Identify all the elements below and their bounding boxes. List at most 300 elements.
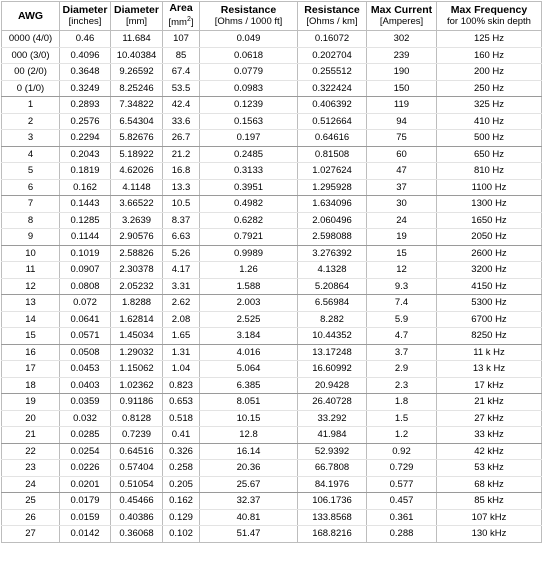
header-awg: [2, 2, 60, 31]
cell-diameter-inches: 0.2043: [60, 146, 111, 163]
cell-diameter-inches: 0.4096: [60, 47, 111, 64]
cell-max-frequency: 27 kHz: [437, 410, 542, 427]
cell-resistance-km: 0.255512: [298, 64, 367, 81]
cell-area: 0.653: [163, 394, 200, 411]
cell-resistance-ft: 32.37: [200, 493, 298, 510]
cell-area: 2.62: [163, 295, 200, 312]
cell-max-current: 37: [367, 179, 437, 196]
cell-max-current: 94: [367, 113, 437, 130]
header-max-current: [367, 2, 437, 31]
cell-max-current: 2.3: [367, 377, 437, 394]
header-resistance-km: [298, 2, 367, 31]
cell-diameter-mm: 6.54304: [111, 113, 163, 130]
table-row: [2, 97, 542, 114]
cell-diameter-mm: 1.29032: [111, 344, 163, 361]
cell-area: 0.326: [163, 443, 200, 460]
cell-area: 13.3: [163, 179, 200, 196]
cell-resistance-ft: 0.7921: [200, 229, 298, 246]
cell-max-frequency: 21 kHz: [437, 394, 542, 411]
cell-diameter-mm: 3.2639: [111, 212, 163, 229]
cell-max-current: 24: [367, 212, 437, 229]
cell-max-current: 0.729: [367, 460, 437, 477]
awg-wire-table: [1, 1, 542, 543]
cell-max-frequency: 3200 Hz: [437, 262, 542, 279]
cell-resistance-ft: 0.3133: [200, 163, 298, 180]
cell-diameter-mm: 11.684: [111, 31, 163, 48]
cell-max-current: 3.7: [367, 344, 437, 361]
cell-resistance-ft: 0.4982: [200, 196, 298, 213]
cell-diameter-mm: 7.34822: [111, 97, 163, 114]
table-row: [2, 328, 542, 345]
table-row: [2, 113, 542, 130]
cell-awg: 8: [2, 212, 60, 229]
cell-max-frequency: 200 Hz: [437, 64, 542, 81]
cell-max-frequency: 810 Hz: [437, 163, 542, 180]
header-area-unit-sup: 2: [186, 16, 191, 24]
cell-max-current: 239: [367, 47, 437, 64]
cell-awg: 000 (3/0): [2, 47, 60, 64]
cell-max-current: 1.8: [367, 394, 437, 411]
cell-diameter-inches: 0.0226: [60, 460, 111, 477]
cell-awg: 9: [2, 229, 60, 246]
cell-awg: 5: [2, 163, 60, 180]
cell-diameter-inches: 0.0641: [60, 311, 111, 328]
cell-max-current: 30: [367, 196, 437, 213]
cell-max-current: 0.92: [367, 443, 437, 460]
cell-resistance-km: 13.17248: [298, 344, 367, 361]
cell-max-current: 1.2: [367, 427, 437, 444]
cell-diameter-inches: 0.0571: [60, 328, 111, 345]
cell-resistance-ft: 25.67: [200, 476, 298, 493]
cell-diameter-mm: 0.91186: [111, 394, 163, 411]
cell-awg: 22: [2, 443, 60, 460]
cell-resistance-km: 6.56984: [298, 295, 367, 312]
table-row: [2, 295, 542, 312]
table-row: [2, 130, 542, 147]
cell-max-current: 2.9: [367, 361, 437, 378]
cell-diameter-inches: 0.0508: [60, 344, 111, 361]
cell-awg: 7: [2, 196, 60, 213]
cell-diameter-inches: 0.0285: [60, 427, 111, 444]
cell-diameter-inches: 0.0142: [60, 526, 111, 543]
cell-max-current: 19: [367, 229, 437, 246]
table-row: [2, 64, 542, 81]
header-diameter-inches-unit: [inches]: [68, 16, 102, 27]
table-row: [2, 443, 542, 460]
cell-resistance-km: 0.81508: [298, 146, 367, 163]
cell-awg: 17: [2, 361, 60, 378]
cell-awg: 2: [2, 113, 60, 130]
cell-resistance-km: 16.60992: [298, 361, 367, 378]
cell-diameter-mm: 1.45034: [111, 328, 163, 345]
cell-diameter-mm: 5.18922: [111, 146, 163, 163]
cell-max-current: 0.288: [367, 526, 437, 543]
cell-awg: 18: [2, 377, 60, 394]
cell-resistance-km: 84.1976: [298, 476, 367, 493]
cell-max-frequency: 13 k Hz: [437, 361, 542, 378]
cell-area: 53.5: [163, 80, 200, 97]
cell-resistance-km: 66.7808: [298, 460, 367, 477]
cell-resistance-ft: 10.15: [200, 410, 298, 427]
cell-diameter-mm: 8.25246: [111, 80, 163, 97]
table-row: [2, 163, 542, 180]
cell-awg: 23: [2, 460, 60, 477]
table-row: [2, 361, 542, 378]
cell-max-frequency: 325 Hz: [437, 97, 542, 114]
table-row: [2, 509, 542, 526]
cell-diameter-inches: 0.0201: [60, 476, 111, 493]
cell-resistance-ft: 5.064: [200, 361, 298, 378]
cell-awg: 24: [2, 476, 60, 493]
cell-diameter-inches: 0.1144: [60, 229, 111, 246]
cell-resistance-ft: 2.525: [200, 311, 298, 328]
cell-resistance-km: 0.322424: [298, 80, 367, 97]
header-area-unit: [164, 14, 198, 28]
cell-max-frequency: 1100 Hz: [437, 179, 542, 196]
cell-diameter-inches: 0.46: [60, 31, 111, 48]
cell-max-frequency: 33 kHz: [437, 427, 542, 444]
cell-max-frequency: 250 Hz: [437, 80, 542, 97]
header-resistance-km-unit: [Ohms / km]: [306, 16, 358, 27]
table-row: [2, 80, 542, 97]
header-max-frequency: [437, 2, 542, 31]
cell-resistance-km: 0.406392: [298, 97, 367, 114]
table-row: [2, 196, 542, 213]
cell-resistance-ft: 16.14: [200, 443, 298, 460]
cell-max-frequency: 2600 Hz: [437, 245, 542, 262]
header-max-frequency-title: Max Frequency: [450, 4, 528, 16]
cell-max-frequency: 1650 Hz: [437, 212, 542, 229]
cell-area: 33.6: [163, 113, 200, 130]
cell-resistance-km: 33.292: [298, 410, 367, 427]
cell-max-frequency: 410 Hz: [437, 113, 542, 130]
cell-max-frequency: 53 kHz: [437, 460, 542, 477]
header-diameter-mm-unit: [mm]: [125, 16, 148, 27]
cell-diameter-inches: 0.1819: [60, 163, 111, 180]
cell-max-frequency: 6700 Hz: [437, 311, 542, 328]
cell-awg: 19: [2, 394, 60, 411]
cell-resistance-km: 2.060496: [298, 212, 367, 229]
cell-max-frequency: 68 kHz: [437, 476, 542, 493]
cell-area: 1.04: [163, 361, 200, 378]
cell-diameter-mm: 0.45466: [111, 493, 163, 510]
cell-max-current: 150: [367, 80, 437, 97]
cell-area: 0.205: [163, 476, 200, 493]
header-diameter-inches-title: Diameter: [62, 4, 108, 16]
cell-resistance-km: 20.9428: [298, 377, 367, 394]
cell-max-frequency: 500 Hz: [437, 130, 542, 147]
header-area-title: Area: [169, 2, 193, 15]
cell-area: 0.41: [163, 427, 200, 444]
cell-awg: 6: [2, 179, 60, 196]
cell-diameter-inches: 0.072: [60, 295, 111, 312]
cell-resistance-ft: 51.47: [200, 526, 298, 543]
cell-resistance-km: 0.16072: [298, 31, 367, 48]
cell-max-current: 0.577: [367, 476, 437, 493]
cell-diameter-mm: 2.05232: [111, 278, 163, 295]
cell-diameter-mm: 0.57404: [111, 460, 163, 477]
cell-diameter-inches: 0.0359: [60, 394, 111, 411]
cell-diameter-mm: 2.90576: [111, 229, 163, 246]
cell-area: 5.26: [163, 245, 200, 262]
cell-resistance-ft: 0.2485: [200, 146, 298, 163]
header-diameter-mm: [111, 2, 163, 31]
cell-awg: 10: [2, 245, 60, 262]
cell-awg: 14: [2, 311, 60, 328]
cell-diameter-mm: 10.40384: [111, 47, 163, 64]
cell-diameter-mm: 1.15062: [111, 361, 163, 378]
cell-awg: 3: [2, 130, 60, 147]
cell-resistance-km: 1.295928: [298, 179, 367, 196]
cell-diameter-inches: 0.1285: [60, 212, 111, 229]
cell-max-frequency: 8250 Hz: [437, 328, 542, 345]
cell-max-current: 119: [367, 97, 437, 114]
cell-area: 0.258: [163, 460, 200, 477]
cell-max-current: 7.4: [367, 295, 437, 312]
cell-diameter-inches: 0.3648: [60, 64, 111, 81]
cell-diameter-mm: 4.62026: [111, 163, 163, 180]
cell-diameter-mm: 9.26592: [111, 64, 163, 81]
cell-max-frequency: 130 kHz: [437, 526, 542, 543]
cell-max-current: 47: [367, 163, 437, 180]
cell-resistance-ft: 20.36: [200, 460, 298, 477]
cell-max-frequency: 11 k Hz: [437, 344, 542, 361]
cell-diameter-inches: 0.2576: [60, 113, 111, 130]
cell-awg: 4: [2, 146, 60, 163]
header-diameter-mm-title: Diameter: [114, 4, 159, 16]
cell-resistance-km: 106.1736: [298, 493, 367, 510]
table-row: [2, 526, 542, 543]
cell-max-current: 0.457: [367, 493, 437, 510]
cell-diameter-mm: 0.7239: [111, 427, 163, 444]
cell-awg: 11: [2, 262, 60, 279]
cell-diameter-inches: 0.0907: [60, 262, 111, 279]
cell-awg: 13: [2, 295, 60, 312]
cell-resistance-km: 10.44352: [298, 328, 367, 345]
cell-max-current: 9.3: [367, 278, 437, 295]
table-row: [2, 427, 542, 444]
cell-max-frequency: 1300 Hz: [437, 196, 542, 213]
cell-resistance-km: 5.20864: [298, 278, 367, 295]
cell-diameter-mm: 4.1148: [111, 179, 163, 196]
header-resistance-ft-unit: [Ohms / 1000 ft]: [214, 16, 283, 27]
table-row: [2, 212, 542, 229]
cell-resistance-ft: 40.81: [200, 509, 298, 526]
cell-max-frequency: 4150 Hz: [437, 278, 542, 295]
cell-resistance-km: 2.598088: [298, 229, 367, 246]
table-row: [2, 245, 542, 262]
cell-resistance-km: 0.512664: [298, 113, 367, 130]
cell-area: 67.4: [163, 64, 200, 81]
cell-max-current: 75: [367, 130, 437, 147]
cell-max-frequency: 650 Hz: [437, 146, 542, 163]
cell-max-frequency: 85 kHz: [437, 493, 542, 510]
cell-diameter-inches: 0.162: [60, 179, 111, 196]
cell-max-frequency: 107 kHz: [437, 509, 542, 526]
cell-max-current: 15: [367, 245, 437, 262]
cell-awg: 27: [2, 526, 60, 543]
cell-resistance-km: 3.276392: [298, 245, 367, 262]
header-area-unit-prefix: [mm: [168, 17, 187, 29]
cell-resistance-ft: 0.1239: [200, 97, 298, 114]
cell-diameter-inches: 0.1443: [60, 196, 111, 213]
table-row: [2, 311, 542, 328]
cell-diameter-inches: 0.0159: [60, 509, 111, 526]
cell-max-current: 0.361: [367, 509, 437, 526]
cell-diameter-inches: 0.2893: [60, 97, 111, 114]
cell-awg: 0 (1/0): [2, 80, 60, 97]
cell-max-current: 190: [367, 64, 437, 81]
cell-diameter-mm: 5.82676: [111, 130, 163, 147]
cell-area: 4.17: [163, 262, 200, 279]
cell-max-current: 1.5: [367, 410, 437, 427]
header-resistance-ft-title: Resistance: [220, 4, 277, 16]
header-max-frequency-unit: for 100% skin depth: [447, 16, 531, 27]
header-diameter-inches: [60, 2, 111, 31]
cell-area: 0.102: [163, 526, 200, 543]
cell-resistance-ft: 4.016: [200, 344, 298, 361]
table-row: [2, 47, 542, 64]
cell-area: 42.4: [163, 97, 200, 114]
cell-max-current: 302: [367, 31, 437, 48]
cell-resistance-ft: 1.26: [200, 262, 298, 279]
cell-diameter-inches: 0.0254: [60, 443, 111, 460]
cell-max-frequency: 160 Hz: [437, 47, 542, 64]
cell-max-frequency: 17 kHz: [437, 377, 542, 394]
header-max-current-unit: [Amperes]: [379, 16, 424, 27]
cell-diameter-mm: 0.8128: [111, 410, 163, 427]
table-row: [2, 476, 542, 493]
cell-max-current: 5.9: [367, 311, 437, 328]
cell-resistance-ft: 0.1563: [200, 113, 298, 130]
cell-resistance-ft: 0.6282: [200, 212, 298, 229]
cell-diameter-inches: 0.0179: [60, 493, 111, 510]
table-row: [2, 460, 542, 477]
cell-area: 0.162: [163, 493, 200, 510]
cell-max-frequency: 2050 Hz: [437, 229, 542, 246]
cell-resistance-km: 168.8216: [298, 526, 367, 543]
cell-area: 0.823: [163, 377, 200, 394]
cell-resistance-ft: 2.003: [200, 295, 298, 312]
cell-max-current: 12: [367, 262, 437, 279]
cell-resistance-ft: 0.0618: [200, 47, 298, 64]
cell-awg: 26: [2, 509, 60, 526]
cell-resistance-km: 1.027624: [298, 163, 367, 180]
cell-diameter-inches: 0.2294: [60, 130, 111, 147]
cell-max-current: 60: [367, 146, 437, 163]
cell-diameter-mm: 0.64516: [111, 443, 163, 460]
cell-diameter-mm: 3.66522: [111, 196, 163, 213]
cell-resistance-km: 133.8568: [298, 509, 367, 526]
cell-diameter-inches: 0.0808: [60, 278, 111, 295]
cell-resistance-ft: 0.0983: [200, 80, 298, 97]
cell-max-frequency: 42 kHz: [437, 443, 542, 460]
cell-awg: 21: [2, 427, 60, 444]
header-row: [2, 2, 542, 31]
cell-resistance-ft: 0.0779: [200, 64, 298, 81]
cell-area: 1.65: [163, 328, 200, 345]
cell-resistance-ft: 0.9989: [200, 245, 298, 262]
table-row: [2, 278, 542, 295]
table-row: [2, 229, 542, 246]
cell-area: 107: [163, 31, 200, 48]
cell-diameter-mm: 2.58826: [111, 245, 163, 262]
cell-resistance-ft: 3.184: [200, 328, 298, 345]
cell-awg: 00 (2/0): [2, 64, 60, 81]
cell-area: 8.37: [163, 212, 200, 229]
cell-resistance-ft: 0.3951: [200, 179, 298, 196]
table-row: [2, 344, 542, 361]
cell-diameter-mm: 1.02362: [111, 377, 163, 394]
cell-awg: 12: [2, 278, 60, 295]
table-row: [2, 262, 542, 279]
cell-resistance-ft: 0.197: [200, 130, 298, 147]
table-row: [2, 146, 542, 163]
table-row: [2, 493, 542, 510]
header-awg-title: AWG: [17, 9, 44, 22]
cell-resistance-km: 52.9392: [298, 443, 367, 460]
header-area-unit-suffix: ]: [190, 17, 194, 29]
cell-resistance-km: 26.40728: [298, 394, 367, 411]
table-row: [2, 394, 542, 411]
cell-resistance-ft: 8.051: [200, 394, 298, 411]
cell-diameter-mm: 2.30378: [111, 262, 163, 279]
cell-resistance-ft: 1.588: [200, 278, 298, 295]
table-row: [2, 179, 542, 196]
cell-area: 16.8: [163, 163, 200, 180]
cell-resistance-km: 41.984: [298, 427, 367, 444]
header-area: [163, 2, 200, 31]
cell-diameter-mm: 0.51054: [111, 476, 163, 493]
cell-resistance-km: 8.282: [298, 311, 367, 328]
table-row: [2, 31, 542, 48]
cell-area: 85: [163, 47, 200, 64]
table-row: [2, 377, 542, 394]
cell-awg: 16: [2, 344, 60, 361]
cell-diameter-mm: 1.8288: [111, 295, 163, 312]
cell-area: 2.08: [163, 311, 200, 328]
cell-resistance-ft: 6.385: [200, 377, 298, 394]
cell-resistance-ft: 12.8: [200, 427, 298, 444]
cell-resistance-ft: 0.049: [200, 31, 298, 48]
cell-area: 26.7: [163, 130, 200, 147]
cell-area: 3.31: [163, 278, 200, 295]
cell-diameter-mm: 0.40386: [111, 509, 163, 526]
cell-diameter-inches: 0.1019: [60, 245, 111, 262]
cell-awg: 0000 (4/0): [2, 31, 60, 48]
cell-area: 0.129: [163, 509, 200, 526]
cell-diameter-mm: 0.36068: [111, 526, 163, 543]
cell-max-frequency: 125 Hz: [437, 31, 542, 48]
cell-area: 0.518: [163, 410, 200, 427]
header-max-current-title: Max Current: [370, 4, 433, 16]
header-resistance-km-title: Resistance: [304, 4, 360, 16]
cell-max-frequency: 5300 Hz: [437, 295, 542, 312]
cell-resistance-km: 0.64616: [298, 130, 367, 147]
cell-area: 1.31: [163, 344, 200, 361]
cell-diameter-inches: 0.032: [60, 410, 111, 427]
table-row: [2, 410, 542, 427]
cell-awg: 20: [2, 410, 60, 427]
cell-diameter-inches: 0.0453: [60, 361, 111, 378]
table-body: [2, 31, 542, 543]
header-resistance-ft: [200, 2, 298, 31]
cell-resistance-km: 1.634096: [298, 196, 367, 213]
cell-diameter-inches: 0.3249: [60, 80, 111, 97]
cell-area: 6.63: [163, 229, 200, 246]
cell-area: 21.2: [163, 146, 200, 163]
cell-resistance-km: 4.1328: [298, 262, 367, 279]
